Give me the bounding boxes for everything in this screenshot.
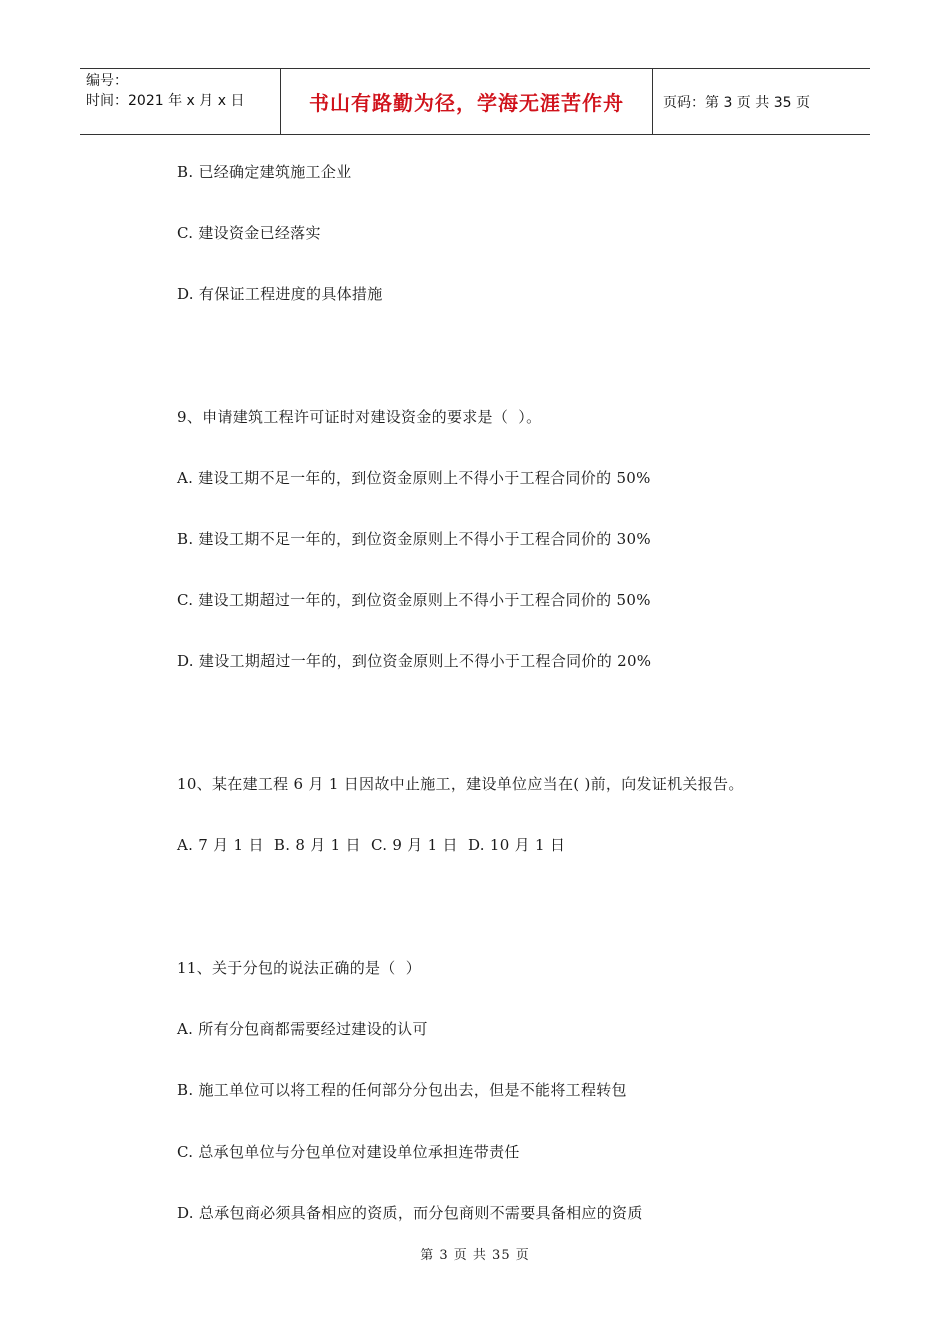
header-meta-cell — [80, 69, 281, 134]
question-10-text: 10、某在建工程 6 月 1 日因故中止施工，建设单位应当在( )前，向发证机关报告。 — [177, 775, 744, 793]
document-number-label: 编号： — [86, 73, 128, 89]
header-motto-cell — [281, 69, 653, 134]
question-10-options: A. 7 月 1 日 B. 8 月 1 日 C. 9 月 1 日 D. 10 月 1 日 — [177, 836, 566, 854]
option-b-line: B. 已经确定建筑施工企业 — [177, 163, 352, 181]
header-motto: 书山有路勤为径，学海无涯苦作舟 — [309, 91, 624, 115]
question-11-option-c: C. 总承包单位与分包单位对建设单位承担连带责任 — [177, 1143, 520, 1161]
question-11-text: 11、关于分包的说法正确的是（ ） — [177, 959, 422, 977]
question-9-option-d: D. 建设工期超过一年的，到位资金原则上不得小于工程合同价的 20% — [177, 652, 652, 670]
document-date: 时间：2021 年 x 月 x 日 — [86, 93, 245, 109]
question-9-option-b: B. 建设工期不足一年的，到位资金原则上不得小于工程合同价的 30% — [177, 530, 651, 548]
question-11-option-a: A. 所有分包商都需要经过建设的认可 — [177, 1020, 428, 1038]
question-9-option-a: A. 建设工期不足一年的，到位资金原则上不得小于工程合同价的 50% — [177, 469, 651, 487]
option-d-line: D. 有保证工程进度的具体措施 — [177, 285, 383, 303]
question-11-option-d: D. 总承包商必须具备相应的资质，而分包商则不需要具备相应的资质 — [177, 1204, 643, 1222]
question-11-option-b: B. 施工单位可以将工程的任何部分分包出去，但是不能将工程转包 — [177, 1081, 627, 1099]
page-footer: 第 3 页 共 35 页 — [420, 1248, 530, 1263]
header-page-cell — [653, 69, 870, 134]
question-9-text: 9、申请建筑工程许可证时对建设资金的要求是（ ）。 — [177, 408, 542, 426]
question-9-option-c: C. 建设工期超过一年的，到位资金原则上不得小于工程合同价的 50% — [177, 591, 651, 609]
option-c-line: C. 建设资金已经落实 — [177, 224, 321, 242]
header-page-info: 页码：第 3 页 共 35 页 — [663, 94, 810, 111]
page-header — [80, 68, 870, 135]
